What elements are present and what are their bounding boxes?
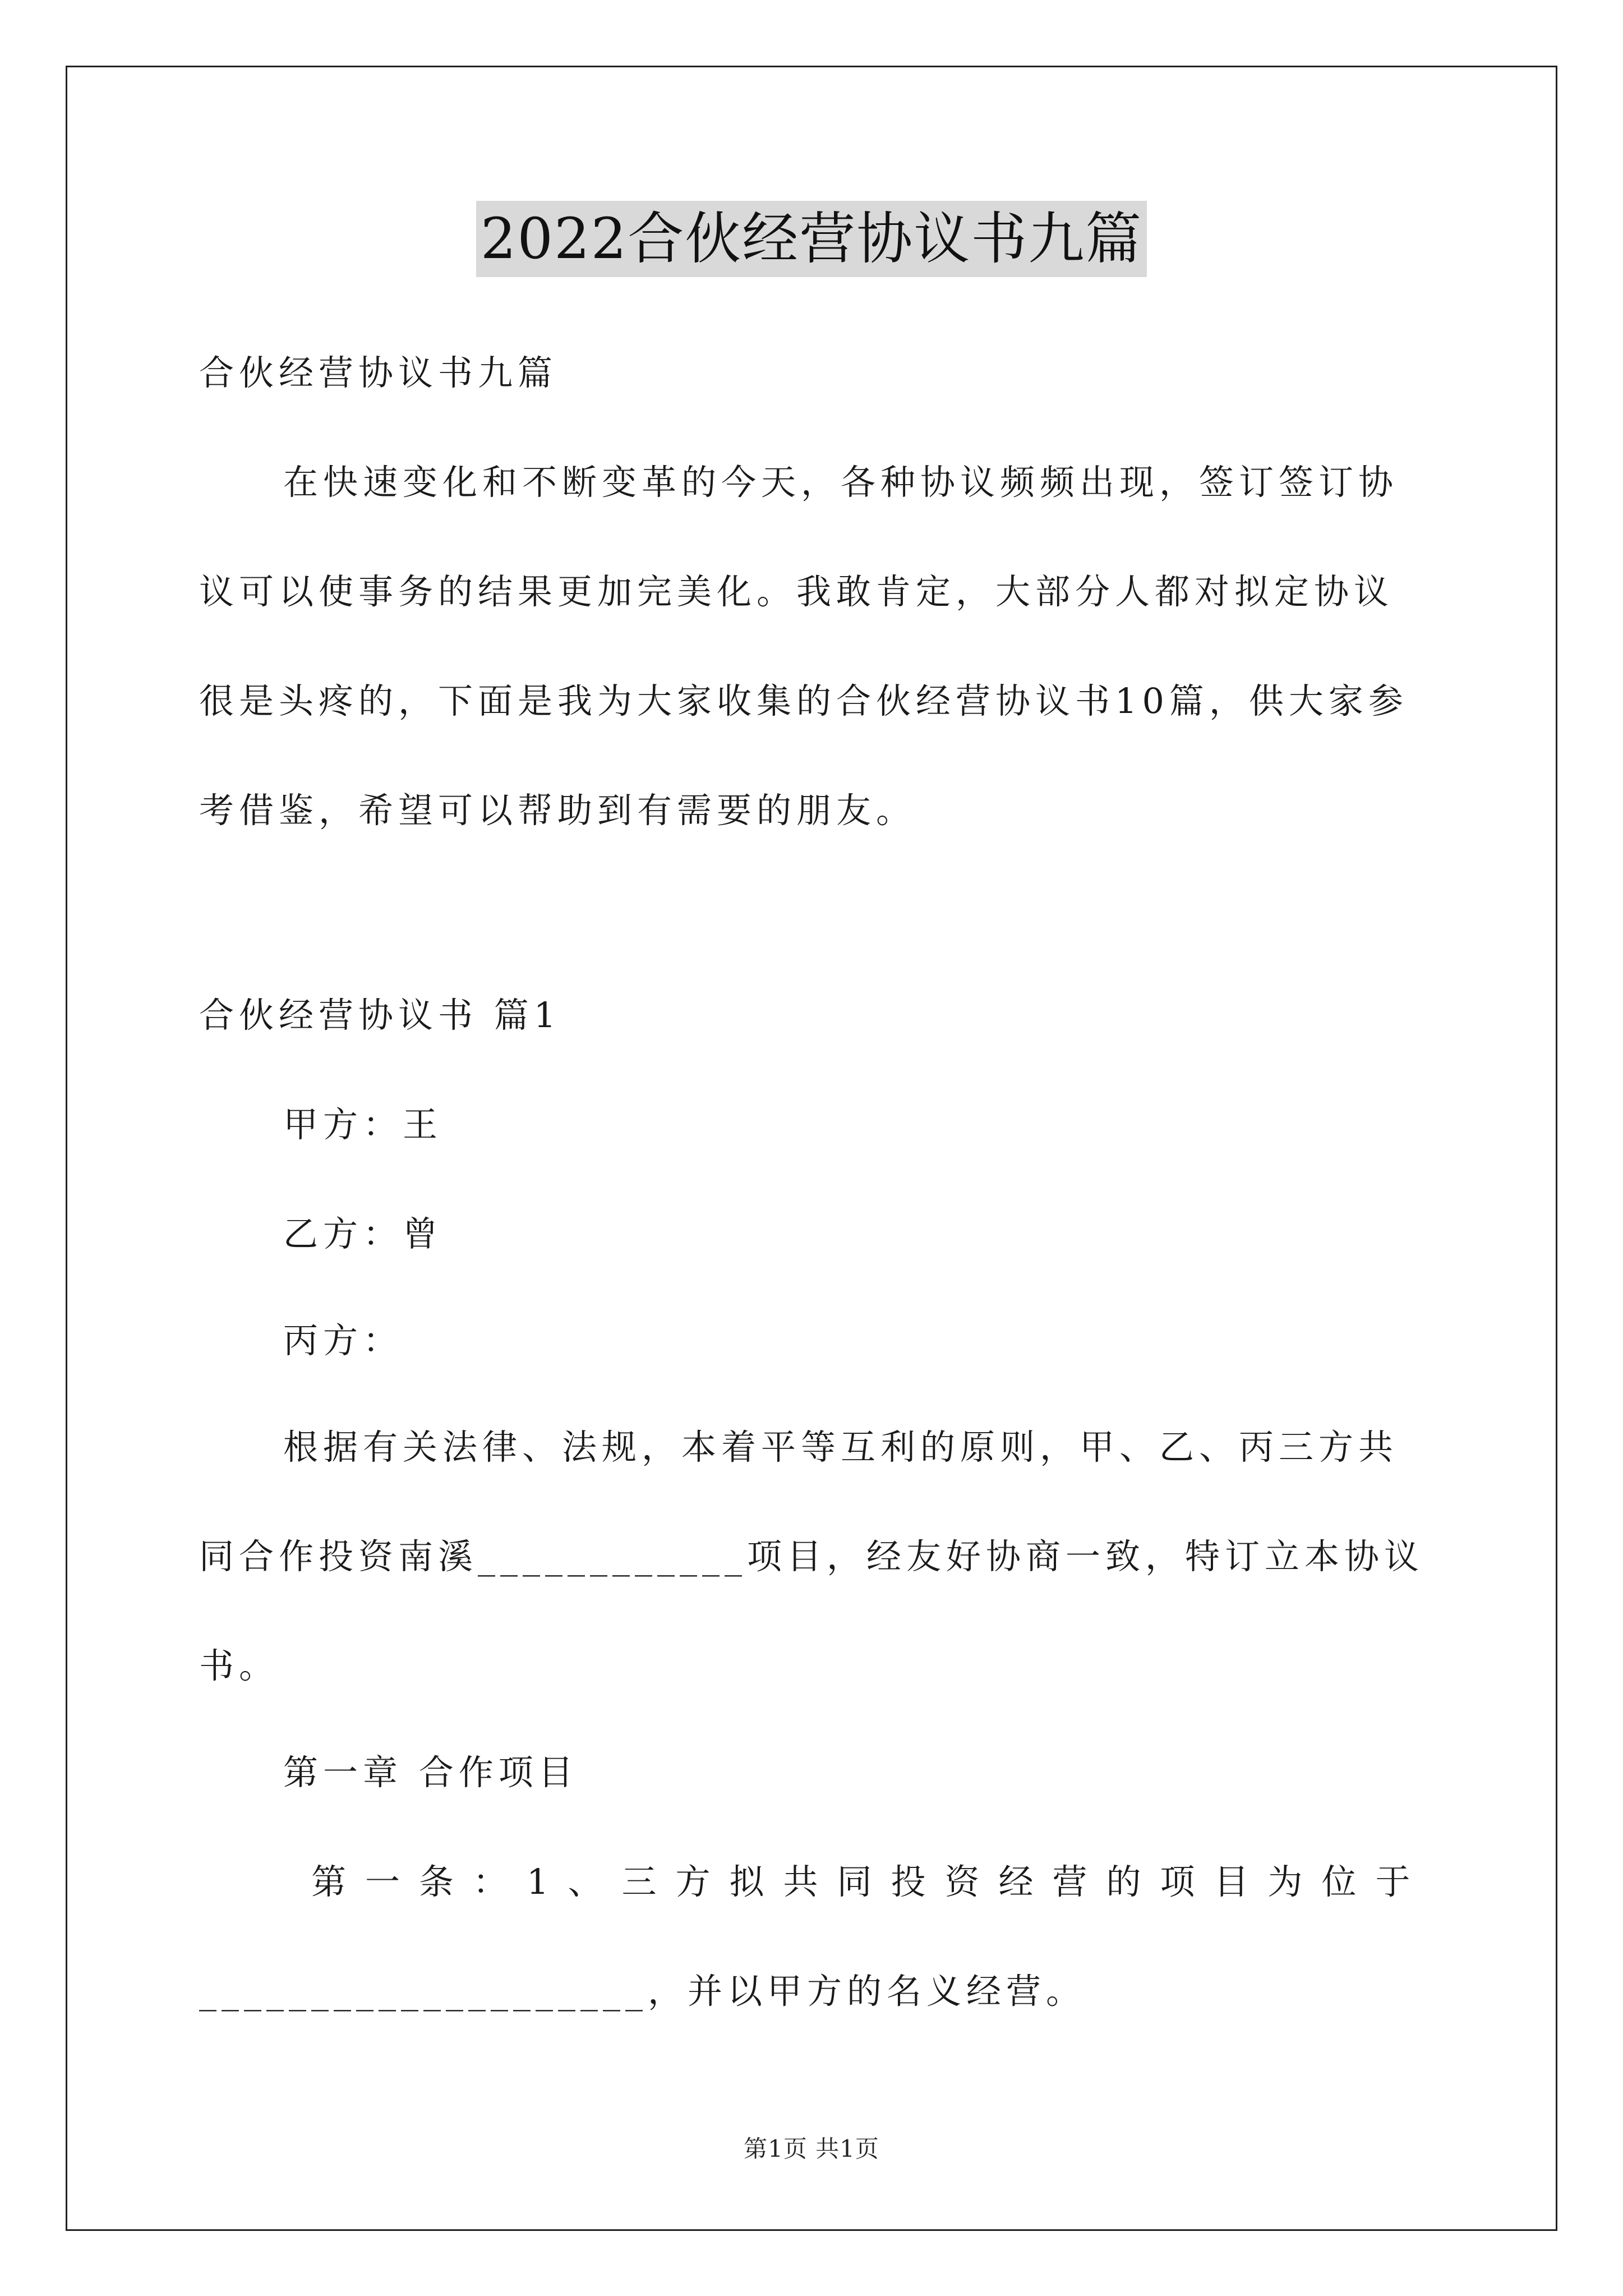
section-heading: 合伙经营协议书 篇1: [199, 995, 561, 1036]
chapter-heading: 第一章 合作项目: [283, 1752, 578, 1793]
paragraph-line: 根据有关法律、法规，本着平等互利的原则，甲、乙、丙三方共: [283, 1427, 1399, 1467]
paragraph-line: 考借鉴，希望可以帮助到有需要的朋友。: [199, 790, 916, 831]
paragraph-line: ____________________，并以甲方的名义经营。: [199, 1971, 1086, 2012]
title-wrap: [0, 201, 1623, 277]
document-title: 2022合伙经营协议书九篇: [476, 201, 1147, 277]
paragraph-line: 在快速变化和不断变革的今天，各种协议频频出现，签订签订协: [283, 462, 1399, 503]
page-footer: 第1页 共1页: [744, 2135, 879, 2162]
party-a-line: 甲方：王: [283, 1104, 443, 1145]
party-c-line: 丙方：: [283, 1320, 403, 1361]
party-b-line: 乙方：曾: [283, 1213, 443, 1254]
paragraph-line: 很是头疼的，下面是我为大家收集的合伙经营协议书10篇，供大家参: [199, 680, 1408, 721]
article-line: [199, 1860, 1430, 1904]
paragraph-line: 书。: [199, 1645, 279, 1686]
paragraph-line: 议可以使事务的结果更加完美化。我敢肯定，大部分人都对拟定协议: [199, 571, 1394, 612]
subtitle-line: 合伙经营协议书九篇: [199, 352, 558, 393]
paragraph-line: 同合作投资南溪____________项目，经友好协商一致，特订立本协议: [199, 1536, 1424, 1577]
article-text: 第一条：1、三方拟共同投资经营的项目为位于: [311, 1861, 1430, 1902]
